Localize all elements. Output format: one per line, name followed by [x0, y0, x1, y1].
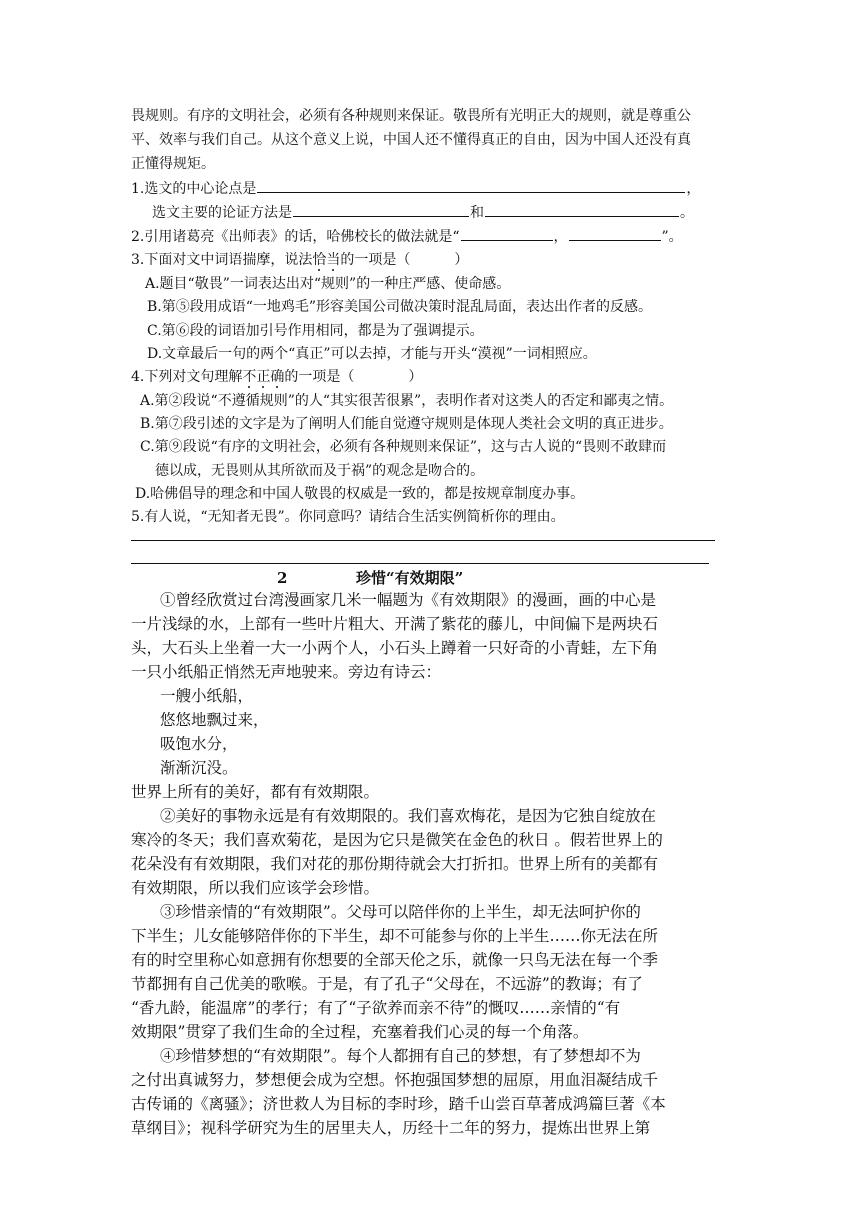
poem-closing-line: 世界上所有的美好，都有有效期限。: [131, 783, 380, 801]
para3-line: “香九龄，能温席”的孝行；有了“子欲养而亲不待”的慨叹……亲情的“有: [131, 999, 621, 1017]
para1-line: 一片浅绿的水，上部有一些叶片粗大、开满了紫花的藤儿，中间偏下是两块石: [131, 615, 659, 633]
emphasis-char: 确: [270, 369, 285, 385]
question-2-text: 2.引用诸葛亮《出师表》的话，哈佛校长的做法就是“: [131, 229, 460, 245]
para1-line: ①曾经欣赏过台湾漫画家几米一幅题为《有效期限》的漫画，画的中心是: [160, 591, 657, 609]
answer-blank[interactable]: [293, 202, 469, 217]
punct: 。: [680, 205, 694, 221]
poem-line: 悠悠地飘过来，: [160, 711, 269, 729]
answer-blank[interactable]: [257, 178, 685, 193]
q3-option-c: C.第⑥段的词语加引号作用相同，都是为了强调提示。: [147, 323, 484, 339]
question-1-text: 1.选文的中心论点是: [131, 181, 257, 197]
emphasis-char: 恰: [312, 252, 327, 268]
para3-line: 节都拥有自己优美的歌喉。于是，有了孔子“父母在，不远游”的教诲；有了: [131, 975, 643, 993]
question-2: [131, 226, 683, 247]
passage1-line: 正懂得规矩。: [131, 156, 215, 172]
punct: ，: [686, 181, 701, 197]
para3-line: 效期限”贯穿了我们生命的全过程，充塞着我们心灵的每一个角落。: [131, 1023, 589, 1041]
para4-line: 之付出真诚努力，梦想便会成为空想。怀抱强国梦想的屈原，用血泪凝结成千: [131, 1071, 659, 1089]
emphasis-char: 当: [326, 252, 341, 268]
answer-blank[interactable]: [569, 226, 661, 241]
question-1-text: 选文主要的论证方法是: [152, 205, 292, 221]
para4-line: 草纲目》；视科学研究为生的居里夫人，历经十二年的努力，提炼出世界上第: [131, 1119, 651, 1137]
para1-line: 一只小纸船正悄然无声地驶来。旁边有诗云：: [131, 663, 442, 681]
punct: ”。: [661, 229, 683, 245]
para2-line: 有效期限，所以我们应该学会珍惜。: [131, 879, 380, 897]
emphasis-char: 不: [242, 369, 257, 385]
question-4-text: 的一项是（: [284, 369, 355, 385]
para3-line: 下半生；儿女能够陪伴你的下半生，却不可能参与你的上半生……你无法在所: [131, 927, 659, 945]
q4-option-d: D.哈佛倡导的理念和中国人敬畏的权威是一致的，都是按规章制度办事。: [135, 486, 585, 502]
question-4: [131, 367, 422, 387]
q4-option-a: A.第②段说“不遵循规则”的人“其实很苦很累”，表明作者对这类人的否定和鄙夷之情。: [140, 393, 674, 409]
passage1-line: 平、效率与我们自己。从这个意义上说，中国人还不懂得真正的自由，因为中国人还没有真: [131, 132, 691, 148]
question-1-line2: [152, 202, 694, 223]
para3-line: 有的时空里称心如意拥有你想要的全部天伦之乐，就像一只鸟无法在每一个季: [131, 951, 659, 969]
question-3-text: 的一项是（: [340, 252, 411, 268]
para3-line: ③珍惜亲情的“有效期限”。父母可以陪伴你的上半生，却无法呵护你的: [160, 903, 641, 921]
question-3: [131, 250, 468, 270]
q4-option-b: B.第⑦段引述的文字是为了阐明人们能自觉遵守规则是体现人类社会文明的真正进步。: [140, 416, 673, 432]
passage1-line: 畏规则。有序的文明社会，必须有各种规则来保证。敬畏所有光明正大的规则，就是尊重公: [131, 108, 691, 124]
question-1: [131, 178, 700, 199]
para2-line: 花朵没有有效期限，我们对花的那份期待就会大打折扣。世界上所有的美都有: [131, 855, 659, 873]
para4-line: 古传诵的《离骚》；济世救人为目标的李时珍，踏千山尝百草著成鸿篇巨著《本: [131, 1095, 666, 1113]
passage-number: 2: [277, 569, 288, 587]
para2-line: 寒冷的冬天；我们喜欢菊花，是因为它只是微笑在金色的秋日 。假若世界上的: [131, 831, 663, 849]
answer-blank[interactable]: [461, 226, 553, 241]
passage-title: 珍惜“有效期限”: [356, 569, 464, 587]
conjunction: 和: [470, 205, 484, 221]
answer-line[interactable]: [131, 540, 715, 541]
punct: ）: [454, 252, 469, 268]
question-4-text: 4.下列对文句理解: [131, 369, 243, 385]
q4-option-c-cont: 德以成，无畏则从其所欲而及于祸”的观念是吻合的。: [155, 463, 485, 479]
answer-line[interactable]: [131, 563, 709, 564]
question-3-text: 3.下面对文中词语揣摩，说法: [131, 252, 313, 268]
punct: ，: [553, 229, 568, 245]
q3-option-d: D.文章最后一句的两个“真正”可以去掉，才能与开头“漠视”一词相照应。: [147, 346, 597, 362]
poem-line: 渐渐沉没。: [160, 759, 238, 777]
poem-line: 一艘小纸船，: [160, 687, 254, 705]
para1-line: 头，大石头上坐着一大一小两个人，小石头上蹲着一只好奇的小青蛙，左下角: [131, 639, 659, 657]
q3-option-b: B.第⑤段用成语“一地鸡毛”形容美国公司做决策时混乱局面，表达出作者的反感。: [147, 299, 653, 315]
poem-line: 吸饱水分，: [160, 735, 238, 753]
q4-option-c: C.第⑨段说“有序的文明社会，必须有各种规则来保证”，这与古人说的“畏则不敢肆而: [140, 439, 667, 455]
emphasis-char: 正: [256, 369, 271, 385]
question-5: 5.有人说，“无知者无畏”。你同意吗？请结合生活实例简析你的理由。: [131, 509, 565, 525]
q3-option-a: A.题目“敬畏”一词表达出对“规则”的一种庄严感、使命感。: [145, 276, 511, 292]
para4-line: ④珍惜梦想的“有效期限”。每个人都拥有自己的梦想，有了梦想却不为: [160, 1047, 641, 1065]
answer-blank[interactable]: [485, 202, 679, 217]
para2-line: ②美好的事物永远是有有效期限的。我们喜欢梅花，是因为它独自绽放在: [160, 807, 657, 825]
punct: ）: [408, 369, 423, 385]
